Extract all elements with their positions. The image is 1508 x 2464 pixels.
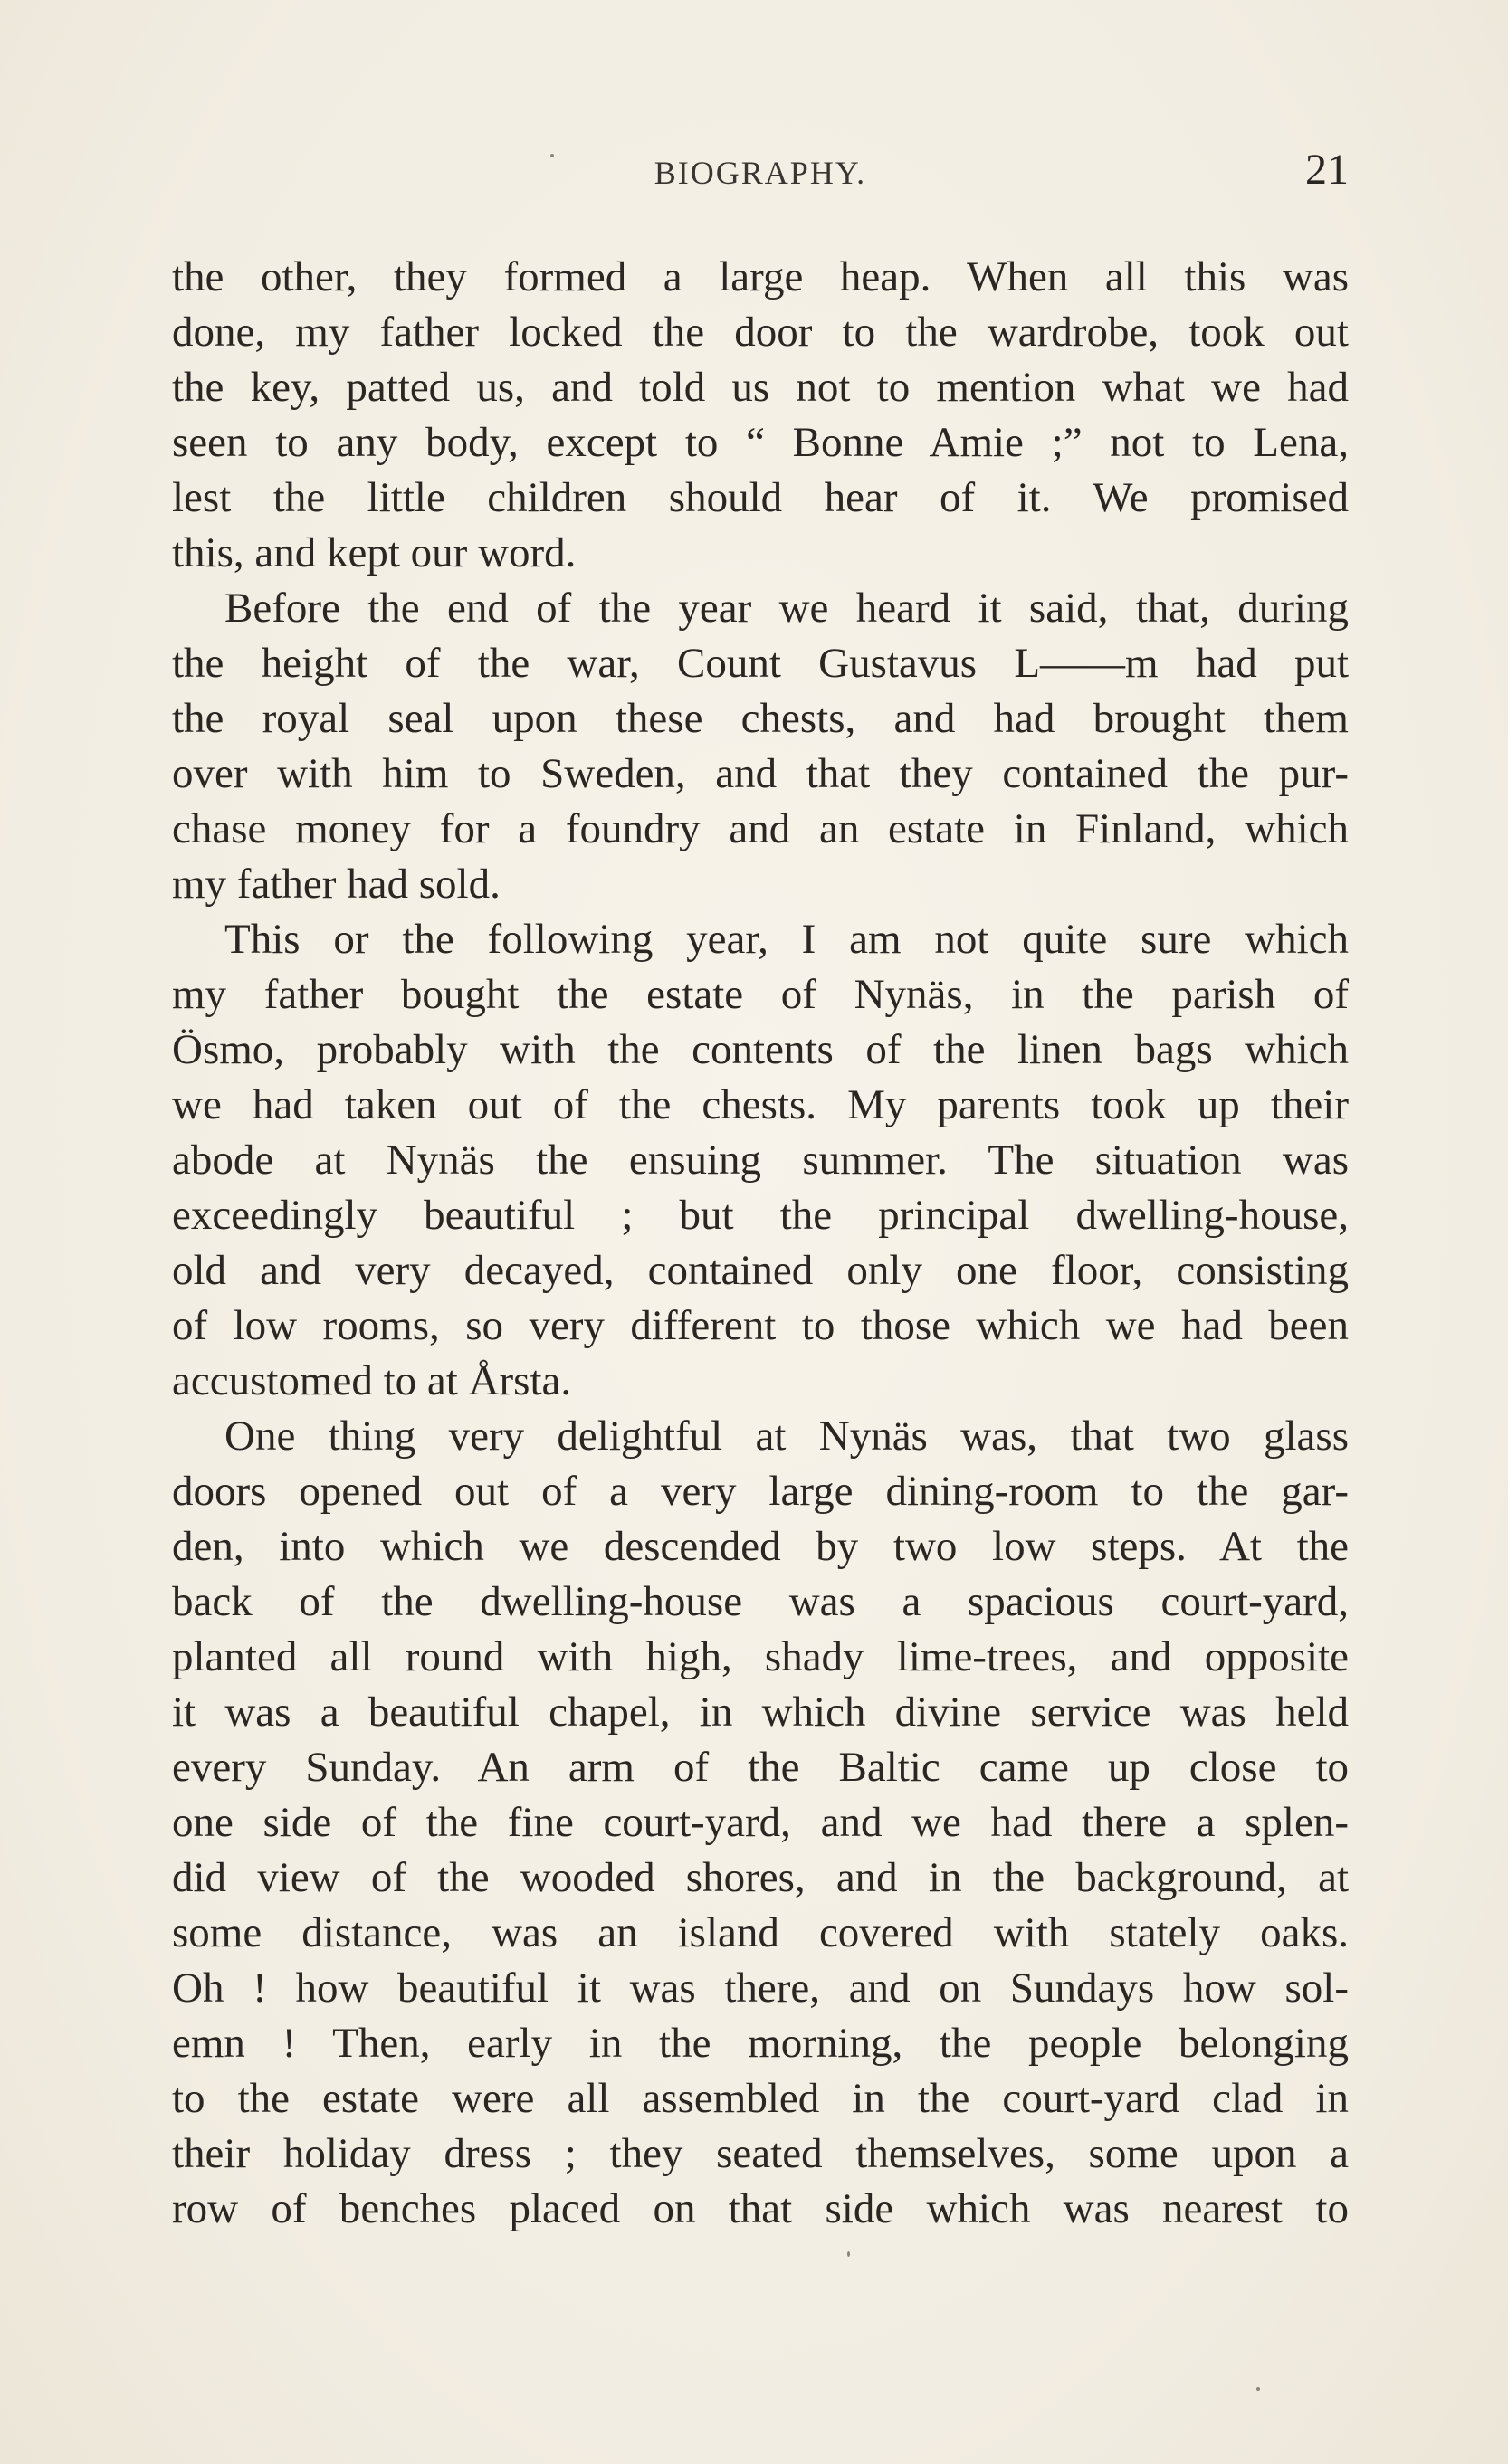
text-line: planted all round with high, shady lime-trees, and opposite [172, 1633, 1349, 1680]
text-line: this, and kept our word. [172, 529, 577, 576]
text-line: my father bought the estate of Nynäs, in the parish of [172, 971, 1349, 1018]
text-line: over with him to Sweden, and that they contained the pur- [172, 750, 1349, 797]
page-header [172, 145, 1349, 208]
text-line: their holiday dress ; they seated themselves, some upon a [172, 2130, 1349, 2177]
text-line: the other, they formed a large heap. When all this was [172, 253, 1349, 300]
body-text [172, 250, 1349, 2237]
text-line: Before the end of the year we heard it said, that, during [224, 585, 1349, 632]
text-line: exceedingly beautiful ; but the principal dwelling-house, [172, 1192, 1349, 1239]
text-line: my father had sold. [172, 861, 501, 908]
text-line: did view of the wooded shores, and in the background, at [172, 1854, 1349, 1901]
text-line: seen to any body, except to “ Bonne Amie ;” not to Lena, [172, 419, 1349, 466]
text-line: Ösmo, probably with the contents of the linen bags which [172, 1026, 1349, 1073]
text-line: row of benches placed on that side which was nearest to [172, 2185, 1349, 2232]
text-line: abode at Nynäs the ensuing summer. The situation was [172, 1137, 1349, 1184]
text-line: old and very decayed, contained only one floor, consisting [172, 1247, 1349, 1294]
text-line: doors opened out of a very large dining-room to the gar- [172, 1468, 1349, 1515]
text-line: it was a beautiful chapel, in which divine service was held [172, 1689, 1349, 1736]
text-line: Oh ! how beautiful it was there, and on Sundays how sol- [172, 1965, 1349, 2012]
paper-speck [1256, 2387, 1260, 2391]
paper-speck [550, 154, 554, 157]
text-line: done, my father locked the door to the wardrobe, took out [172, 309, 1349, 356]
paragraph [172, 912, 1349, 1409]
text-line: back of the dwelling-house was a spacious court-yard, [172, 1578, 1349, 1625]
text-line: the height of the war, Count Gustavus L——m had put [172, 640, 1349, 687]
text-line: to the estate were all assembled in the court-yard clad in [172, 2075, 1349, 2122]
running-head: BIOGRAPHY. [654, 155, 867, 191]
text-line: den, into which we descended by two low steps. At the [172, 1523, 1349, 1570]
text-line: every Sunday. An arm of the Baltic came up close to [172, 1744, 1349, 1791]
text-line: emn ! Then, early in the morning, the people belonging [172, 2020, 1349, 2067]
paragraph [172, 250, 1349, 581]
text-line: This or the following year, I am not quite sure which [224, 916, 1349, 963]
paragraph [172, 581, 1349, 912]
text-line: the royal seal upon these chests, and had brought them [172, 695, 1349, 742]
page-number: 21 [1305, 146, 1349, 194]
text-line: we had taken out of the chests. My parents took up their [172, 1081, 1349, 1128]
text-line: some distance, was an island covered with stately oaks. [172, 1909, 1349, 1956]
paper-speck [847, 2251, 850, 2257]
text-line: one side of the fine court-yard, and we had there a splen- [172, 1799, 1349, 1846]
text-line: One thing very delightful at Nynäs was, that two glass [224, 1413, 1349, 1460]
text-line: accustomed to at Årsta. [172, 1357, 572, 1404]
text-line: of low rooms, so very different to those which we had been [172, 1302, 1349, 1349]
text-line: lest the little children should hear of it. We promised [172, 474, 1349, 521]
text-line: chase money for a foundry and an estate in Finland, which [172, 805, 1349, 852]
paragraph [172, 1409, 1349, 2237]
text-line: the key, patted us, and told us not to mention what we had [172, 364, 1349, 411]
